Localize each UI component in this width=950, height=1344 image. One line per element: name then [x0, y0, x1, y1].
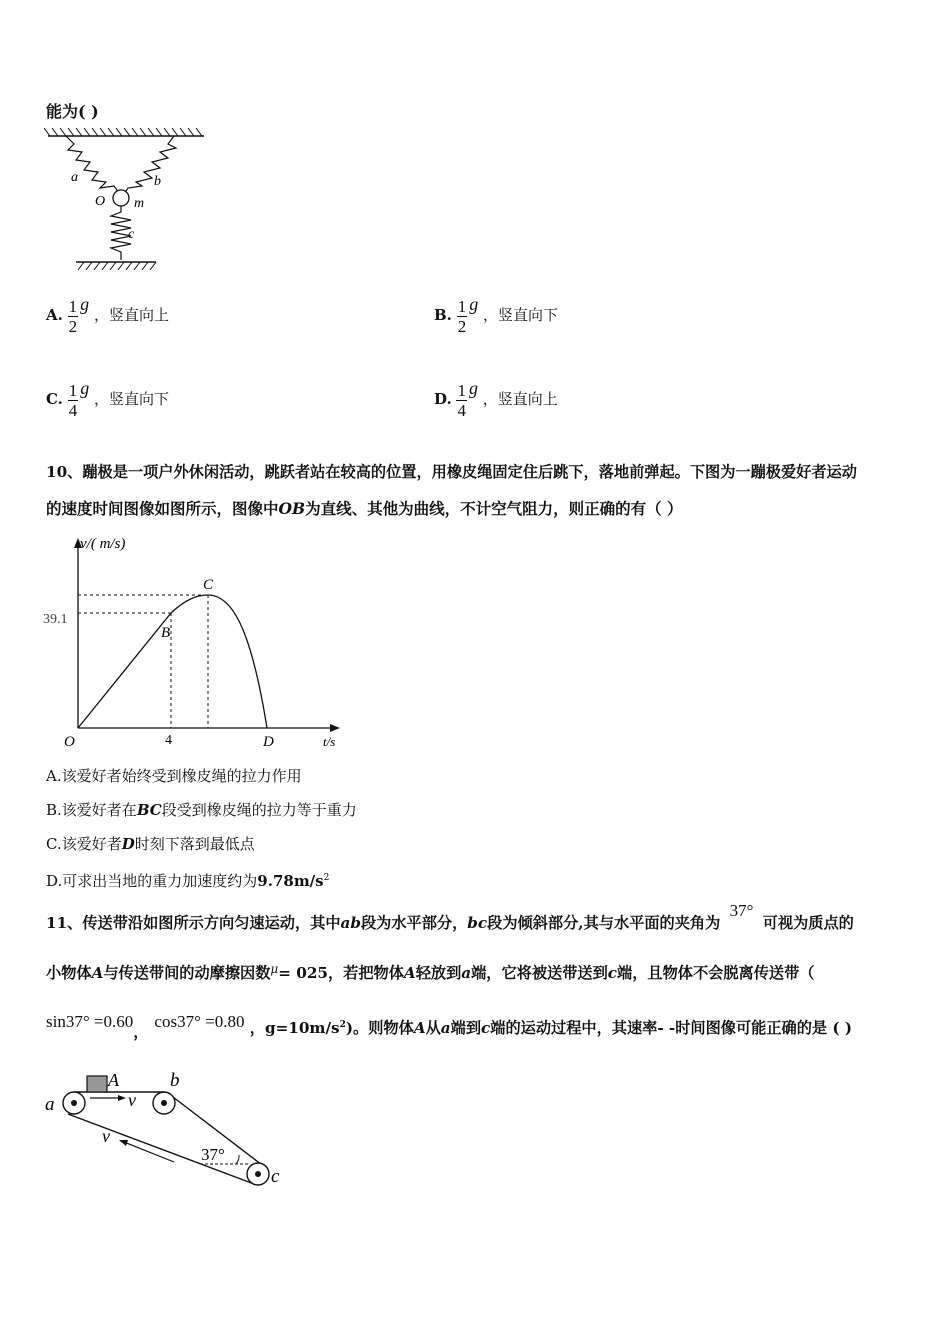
- q10-option-a[interactable]: A.该爱好者始终受到橡皮绳的拉力作用: [46, 767, 302, 785]
- q9-spring-figure: [44, 128, 214, 273]
- x-axis-label: t/s: [323, 734, 336, 749]
- label-m: m: [134, 196, 145, 211]
- y-axis-label: v/( m/s): [80, 536, 126, 552]
- bcd-curve: [171, 595, 267, 728]
- label-v-top: v: [128, 1090, 136, 1110]
- label-b: b: [154, 174, 161, 189]
- q10-velocity-time-graph: [40, 532, 350, 754]
- q11-stem-line1: 11、传送带沿如图所示方向匀速运动，其中ab段为水平部分，bc段为倾斜部分,其与水平面的夹角为 37° 可视为质点的: [46, 901, 854, 932]
- q10-stem-line2: 的速度时间图像如图所示，图像中OB为直线、其他为曲线，不计空气阻力，则正确的有（ ）: [46, 499, 683, 518]
- q9-stem-tail: 能为( ): [46, 102, 99, 121]
- label-O: O: [95, 194, 106, 209]
- label-v-bottom: v: [102, 1126, 110, 1146]
- cos-value: cos37° =0.80: [154, 1012, 245, 1032]
- label-c: c: [271, 1166, 280, 1187]
- label-a: a: [45, 1094, 55, 1115]
- q9-option-d[interactable]: D. $\frac{1}{4}$ g ，竖直向上: [434, 378, 558, 420]
- q9-option-a[interactable]: A. $\frac{1}{2}$ g ，竖直向上: [46, 294, 169, 336]
- q10-option-c[interactable]: C.该爱好者D时刻下落到最低点: [46, 835, 255, 853]
- label-c: c: [128, 227, 135, 242]
- belt-bottom: [68, 1114, 254, 1184]
- fraction: $\frac{1}{2}$: [457, 296, 467, 336]
- q10-stem-line1: 10、蹦极是一项户外休闲活动，跳跃者站在较高的位置，用橡皮绳固定住后跳下，落地前弹起。下图为一蹦极爱好者运动: [46, 463, 857, 481]
- angle-37: 37°: [729, 901, 754, 920]
- point-D: D: [263, 734, 274, 750]
- q10-option-b[interactable]: B.该爱好者在BC段受到橡皮绳的拉力等于重力: [46, 801, 357, 819]
- q11-stem-line2: 小物体A与传送带间的动摩擦因数$^\mu$= 025，若把物体A轻放到a端，它将被送带送到c端，且物体不会脱离传送带（: [46, 962, 815, 982]
- x-tick-4: 4: [165, 733, 172, 748]
- q11-conveyor-figure: [40, 1068, 300, 1193]
- q9-option-b[interactable]: B. $\frac{1}{2}$ g ，竖直向下: [434, 294, 558, 336]
- q11-stem-line3: sin37° =0.60，cos37° =0.80 ，$g=10m/s^2$)。则物体A从a端到c端的运动过程中，其速率- -时间图像可能正确的是 ( ): [46, 1012, 853, 1042]
- label-A: A: [108, 1070, 119, 1090]
- q10-option-d[interactable]: D.可求出当地的重力加速度约为$9.78m/s^2$: [46, 872, 330, 890]
- fraction: $\frac{1}{4}$: [457, 380, 466, 420]
- sin-value: sin37° =0.60: [46, 1012, 134, 1032]
- ob-segment: [78, 613, 171, 728]
- point-C: C: [203, 577, 214, 593]
- q9-option-c[interactable]: C. $\frac{1}{4}$ g ，竖直向下: [46, 378, 169, 420]
- label-b: b: [170, 1070, 180, 1091]
- label-angle: 37°: [201, 1145, 225, 1164]
- label-a: a: [71, 170, 78, 185]
- y-tick-39-1: 39.1: [43, 612, 68, 627]
- block-A: [87, 1076, 107, 1092]
- x-axis-arrow: [330, 724, 340, 732]
- point-B: B: [161, 625, 171, 641]
- origin-O: O: [64, 734, 75, 750]
- fraction: $\frac{1}{2}$: [68, 296, 78, 336]
- fraction: $\frac{1}{4}$: [68, 380, 78, 420]
